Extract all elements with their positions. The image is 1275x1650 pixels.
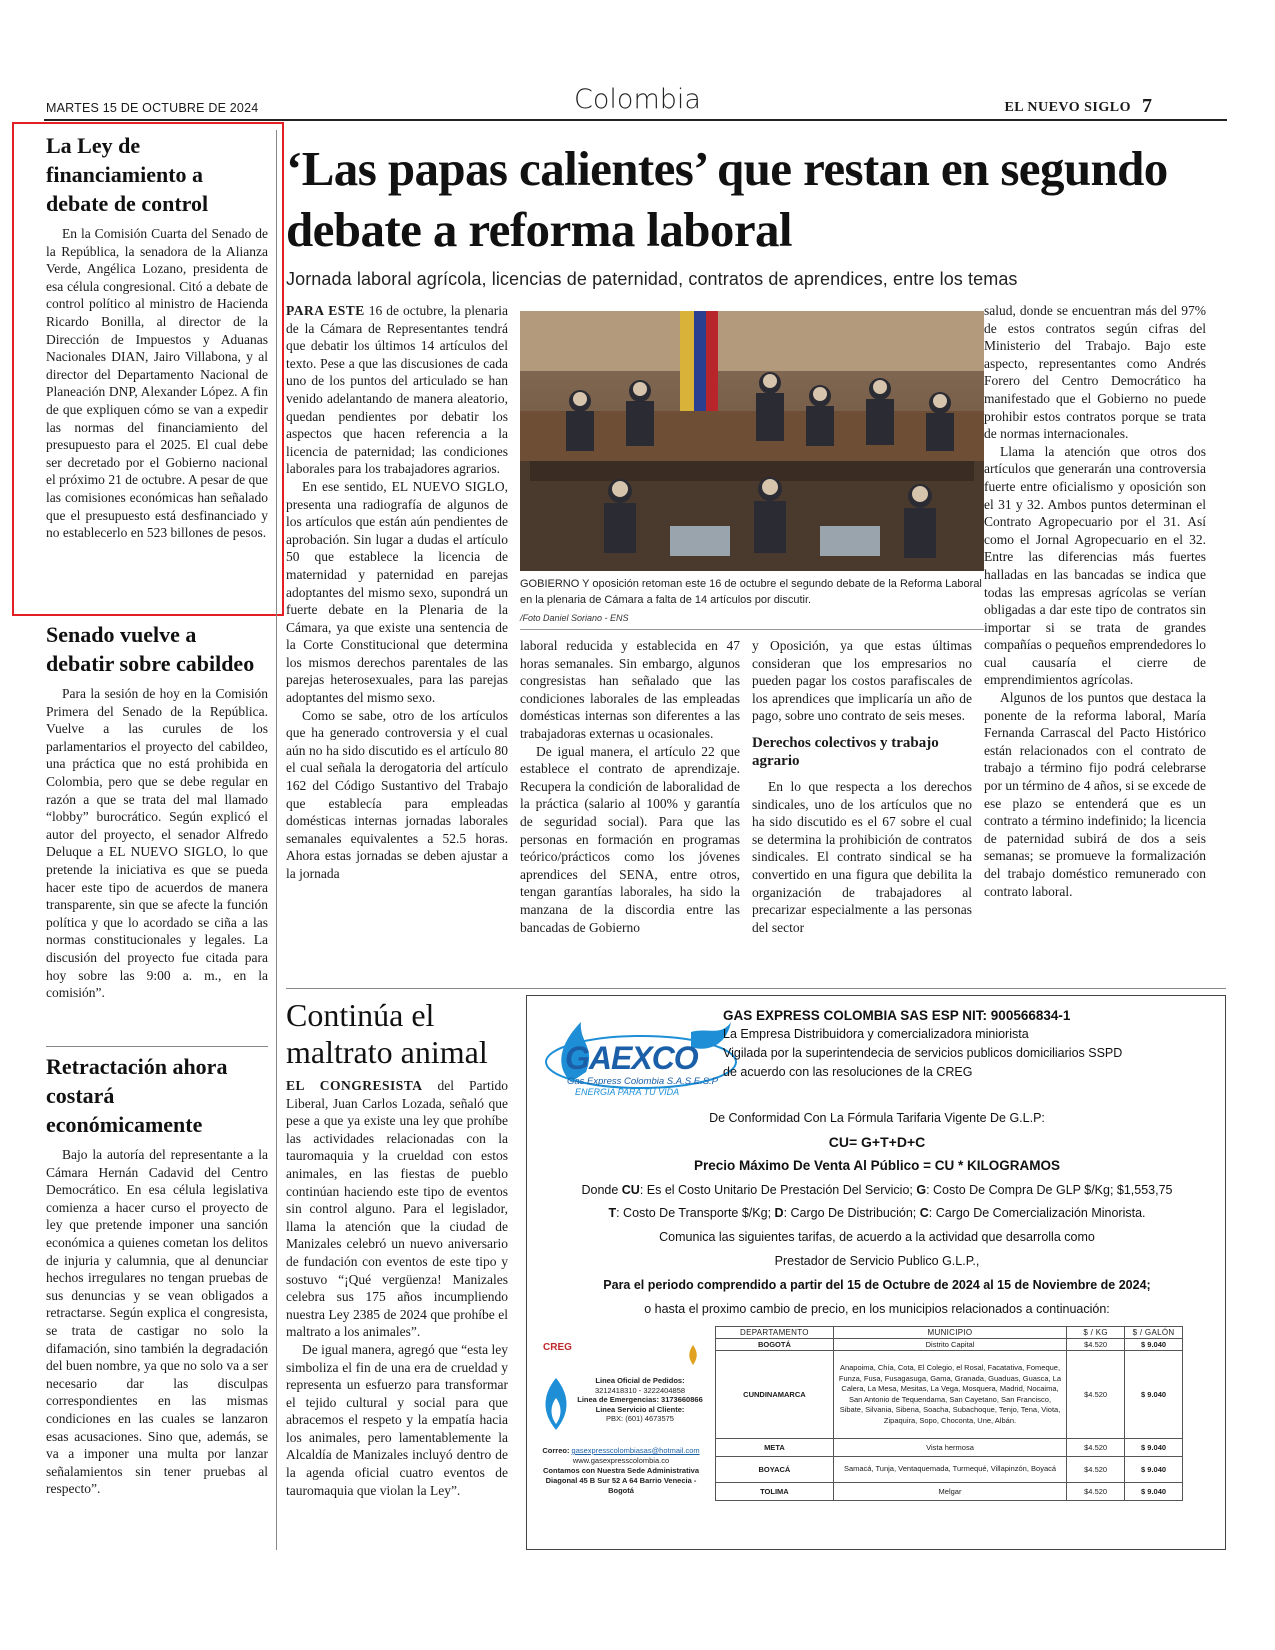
story-financiamiento-body: En la Comisión Cuarta del Senado de la República, la senadora de la Alianza Verde, Angélica Lozano, presidenta de esa célula congresional. Citó a debate de control político al ministro de Hacienda Ricardo Bonilla, al director de la Dirección de Impuestos y Aduanas Nacionales DIAN, Jairo Villabona, y al director del Departamento Nacional de Planeación DNP, Alexander López. A fin de que expliquen cómo se van a expedir las normas del financiamiento del presupuesto para el 2025. El cual debe ser decretado por el Gobierno nacional el próximo 21 de octubre. A pesar de que las comisiones económicas han señalado que el presupuesto está desfinanciado y no establecerlo en 523 billones de pesos.	[46, 226, 268, 541]
table-row: META Vista hermosa $4.520 $ 9.040	[716, 1439, 1183, 1457]
issue-date: MARTES 15 DE OCTUBRE DE 2024	[46, 101, 259, 115]
column-rule	[276, 130, 277, 1550]
main-col-3: y Oposición, ya que estas últimas consideran que los empresarios no pueden pagar los costos parafiscales de los aprendices que implicaría un año de pago, sobre uno contrato de seis meses. Derechos colectivos y trabajo agrario En lo que respecta a los derechos sindicales, uno de los artículos que no ha sido discutido es el 67 sobre el cual se determina la prohibición de contratos sindicales. El contrato sindical se ha convertido en una figura que debilita la organización de trabajadores al precarizar especialmente a las personas del sector	[752, 638, 972, 935]
story-financiamiento-headline: La Ley de financiamiento a debate de control	[46, 133, 209, 216]
story-retractacion-headline: Retractación ahora costará económicamente	[46, 1054, 228, 1137]
ad-line-1: La Empresa Distribuidora y comercializadora miniorista	[723, 1027, 1029, 1041]
story-divider	[46, 1046, 268, 1047]
page-number: 7	[1142, 95, 1152, 117]
superservicios-icon	[685, 1344, 701, 1366]
main-kicker: PARA ESTE	[286, 303, 365, 318]
contact-address: Diagonal 45 B Sur 52 A 64 Barrio Venecia - Bogotá	[545, 1476, 697, 1495]
story-cabildeo-headline: Senado vuelve a debatir sobre cabildeo	[46, 622, 255, 676]
header-rule	[44, 119, 1227, 121]
ad-formula: CU= G+T+D+C	[828, 1134, 926, 1150]
ad-comunica: Comunica las siguientes tarifas, de acuerdo a la actividad que desarrolla como	[659, 1230, 1095, 1244]
table-row: TOLIMA Melgar $4.520 $ 9.040	[716, 1483, 1183, 1501]
contact-web[interactable]: www.gasexpresscolombia.co	[572, 1456, 670, 1465]
newspaper-brand: EL NUEVO SIGLO	[1004, 100, 1131, 115]
th-galon: $ / GALÓN	[1125, 1327, 1183, 1339]
th-municipio: MUNICIPIO	[833, 1327, 1066, 1339]
main-col-1: PARA ESTE 16 de octubre, la plenaria de la Cámara de Representantes tendrá que debatir los últimos 14 artículos del texto. Pese a que las discusiones de cada uno de los puntos del articulado se han venido adelantando de manera aleatorio, quedan pendientes por debatir los aspectos que hacen referencia a la licencia de paternidad; las condiciones laborales para los trabajadores agrarios. En ese sentido, EL NUEVO SIGLO, presenta una radiografía de algunos de los artículos que están aún pendientes de aprobación. Sin lugar a dudas el artículo 50 que establece la licencia de maternidad y paternidad en parejas adoptantes del mismo sexo, supondrá un fuerte debate en la Plenaria de la Cámara, ya que existe una sentencia de la Corte Constitucional que determina los mismos derechos parentales de las parejas heterosexuales, para las parejas adoptantes del mismo sexo. Como se sabe, otro de los artículos que ha generado controversia y el cual aún no ha sido discutido es el artículo 80 el cual señala la derogatoria del artículo 162 del Código Sustantivo del Trabajo que establecía para empleadas domésticas internas jornadas laborales semanales equivalentes a 52.5 horas. Ahora estas jornadas se deben ajustar a la jornada	[286, 303, 508, 881]
story-retractacion-body: Bajo la autoría del representante a la Cámara Hernán Cadavid del Centro Democrático. En esa célula legislativa comienza a hacer curso el proyecto de ley que pretende imponer una sanción económica a quienes cometan los delitos de injuria y calumnia, que al denunciar hechos irregulares no tengan pruebas de sus denuncias y se vean obligados a retractarse. Según explica el congresista, se trata de castigar no solo la difamación, sino también la degradación del buen nombre, ya que no solo va a ser necesario dar las disculpas correspondientes en las mismas condiciones en las cuales se lanzaron esas acusaciones. Sino que, además, se va a imponer una multa por lanzar señalamientos sin tener pruebas al respecto”.	[46, 1147, 268, 1497]
main-col-4: salud, donde se encuentran más del 97% de estos contratos según cifras del Ministerio del Trabajo. Bajo este aspecto, representantes como Andrés Forero del Centro Democrático ha manifestado que el Gobierno no puede prohibir estos contratos porque se trata de normas internacionales. Llama la atención que otros dos artículos que generarán una controversia fuerte entre oficialismo y oposición son el 31 y 32. Ambos puntos determinan el Contrato Agropecuario por el 31. Así como el Jornal Agropecuario en el 32. Entre las diferencias más fuertes halladas en las bancadas se indica que todas las empresas agrícolas se verían obligadas a dar este tipo de contratos sin importar si se trata de grandes compañías o pequeños emprendedores lo cual causaría el cierre de emprendimientos agrícolas. Algunos de los puntos que destaca la ponente de la reforma laboral, María Fernanda Carrascal del Pacto Histórico están relacionados con el contrato de trabajo a término fijo podrá celebrarse por un término de 4 años, si se excede de ese plazo se entenderá que es un contrato a término indefinido; la licencia de paternidad subirá de dos a seis semanas; se promueve la formalización del trabajo doméstico remunerado con contrato laboral.	[984, 303, 1206, 899]
animal-kicker: EL CONGRESISTA	[286, 1078, 423, 1093]
congress-photo	[520, 311, 984, 571]
creg-logo: CREG	[543, 1342, 572, 1353]
photo-credit: /Foto Daniel Soriano - ENS	[520, 613, 629, 623]
table-row: CUNDINAMARCA Anapoima, Chía, Cota, El Colegio, el Rosal, Facatativa, Fomeque, Funza, Fusa, Fusagasuga, Gama, Granada, Guaduas, Guasca, La Calera, La Mesa, Mesitas, La Vega, Mosquera, Madrid, Nocaima, San Antonio de Tequendama, San Cayetano, San Francisco, Sibate, Silvania, Sibena, Soacha, Subachoque, Tenjo, Tena, Viota, Zipaquira, Sopo, Choconta, Une, Albán. $4.520 $ 9.040	[716, 1351, 1183, 1439]
contact-lines: Linea Oficial de Pedidos: 3212418310 - 3222404858 Linea de Emergencias: 3173660866 Linea Servicio al Cliente: PBX: (601) 4673575	[577, 1376, 703, 1423]
contact-sede: Contamos con Nuestra Sede Administrativa	[542, 1466, 699, 1475]
ad-prestador: Prestador de Servicio Publico G.L.P.,	[774, 1254, 980, 1268]
logo-tagline: ENERGIA PARA TU VIDA	[575, 1087, 680, 1097]
story-retractacion	[46, 1052, 268, 1498]
section-divider	[286, 988, 1226, 989]
animal-headline: Continúa el maltrato animal	[286, 997, 488, 1070]
ad-line-3: de acuerdo con las resoluciones de la CREG	[723, 1065, 973, 1079]
logo-subtitle: Gas Express Colombia S.A.S E.S.P	[567, 1076, 719, 1087]
ad-conformidad: De Conformidad Con La Fórmula Tarifaria Vigente De G.L.P:	[709, 1111, 1045, 1125]
ad-line-2: Vigilada por la superintendecia de servicios publicos domiciliarios SSPD	[723, 1046, 1123, 1060]
main-col-2: laboral reducida y establecida en 47 horas semanales. Sin embargo, algunos congresistas han señalado que las condiciones laborales de las empleadas domésticas internas son diferentes a las trabajadoras externas u ocasionales. De igual manera, el artículo 22 que establece el contrato de aprendizaje. Recupera la condición de laboralidad de la práctica (salario al 100% y garantía de seguridad social). Para que las personas en formación en programas teórico/prácticos como los jóvenes aprendices del SENA, entre otros, tengan garantías laborales, ha sido la manzana de la discordia entre las bancadas de Gobierno	[520, 638, 740, 935]
gaexco-logo	[541, 1012, 741, 1102]
animal-body: EL CONGRESISTA del Partido Liberal, Juan Carlos Lozada, señaló que pese a que ya existe una ley que prohíbe las actividades relacionadas con la tauromaquia y la crueldad con estos animales, en las fiestas de pueblo continúan haciendo este tipo de eventos sin control alguno. Para el legislador, llama la atención que la ciudad de Manizales celebró un nuevo aniversario de fundación con eventos de este tipo y sostuvo “¡Qué vergüenza! Manizales celebra sus 175 años incumpliendo nuestra Ley 2385 de 2024 que prohíbe el maltrato a los animales”. De igual manera, agregó que “esta ley simboliza el fin de una era de crueldad y representa un esfuerzo para transformar el tejido cultural y social para que abracemos el respeto y la empatía hacia los animales, pero lamentablemente la Alcaldía de Manizales incluyó dentro de la agenda oficial cuatro eventos de tauromaquia que violan la Ley”.	[286, 1078, 508, 1498]
ad-company: GAS EXPRESS COLOMBIA SAS ESP NIT: 900566834-1	[723, 1008, 1071, 1023]
ad-hasta: o hasta el proximo cambio de precio, en los municipios relacionados a continuación:	[644, 1302, 1110, 1316]
ad-donde: Donde CU: Es el Costo Unitario De Prestación Del Servicio; G: Costo De Compra De GLP $/Kg; $1,553,75	[581, 1183, 1173, 1197]
th-kg: $ / KG	[1067, 1327, 1125, 1339]
photo-caption: GOBIERNO Y oposición retoman este 16 de octubre el segundo debate de la Reforma Laboral en la plenaria de Cámara a falta de 14 artículos por discutir.	[520, 578, 982, 606]
table-row: BOYACÁ Samacá, Tunja, Ventaquemada, Turmequé, Villapinzón, Boyacá $4.520 $ 9.040	[716, 1457, 1183, 1483]
tariff-table	[715, 1326, 1183, 1501]
th-departamento: DEPARTAMENTO	[716, 1327, 834, 1339]
ad-precio: Precio Máximo De Venta Al Público = CU * KILOGRAMOS	[694, 1158, 1060, 1173]
story-cabildeo	[46, 620, 268, 1002]
subhead-derechos: Derechos colectivos y trabajo agrario	[752, 734, 939, 769]
contact-email[interactable]: Correo: gasexpresscolombiasas@hotmail.com	[542, 1446, 700, 1455]
logo-wordmark: GAEXCO	[565, 1040, 698, 1076]
story-financiamiento	[46, 131, 268, 542]
ad-periodo: Para el periodo comprendido a partir del 15 de Octubre de 2024 al 15 de Noviembre de 2024;	[603, 1278, 1151, 1292]
photo-rule	[520, 629, 984, 630]
ad-definiciones: T: Costo De Transporte $/Kg; D: Cargo De Distribución; C: Cargo De Comercialización Minorista.	[608, 1206, 1146, 1220]
gas-flame-icon	[539, 1376, 573, 1432]
main-dek: Jornada laboral agrícola, licencias de paternidad, contratos de aprendices, entre los temas	[286, 269, 1018, 289]
story-cabildeo-body: Para la sesión de hoy en la Comisión Primera del Senado de la República. Vuelve a las curules de los parlamentarios el proyecto del cabildeo, una práctica que no está prohibida en Colombia, pero que se debe regular en razón a que se trata del mal llamado “lobby” burocrático. Según explicó el autor del proyecto, el senador Alfredo Deluque a EL NUEVO SIGLO, lo que pretende la iniciativa es que se pueda hacer este tipo de acuerdos de manera transparente, sin que se afecte la función política y que lo acordado se ciña a las normas constitucionales y legales. La discusión del proyecto fue citada para hoy sobre las 9:00 a. m., en la comisión”.	[46, 686, 268, 1001]
contact-block	[535, 1336, 707, 1541]
table-row: BOGOTÁ Distrito Capital $4.520 $ 9.040	[716, 1339, 1183, 1351]
gas-express-ad	[526, 995, 1226, 1550]
main-headline: ‘Las papas calientes’ que restan en segundo debate a reforma laboral	[286, 141, 1168, 257]
section-title: Colombia	[574, 84, 701, 115]
